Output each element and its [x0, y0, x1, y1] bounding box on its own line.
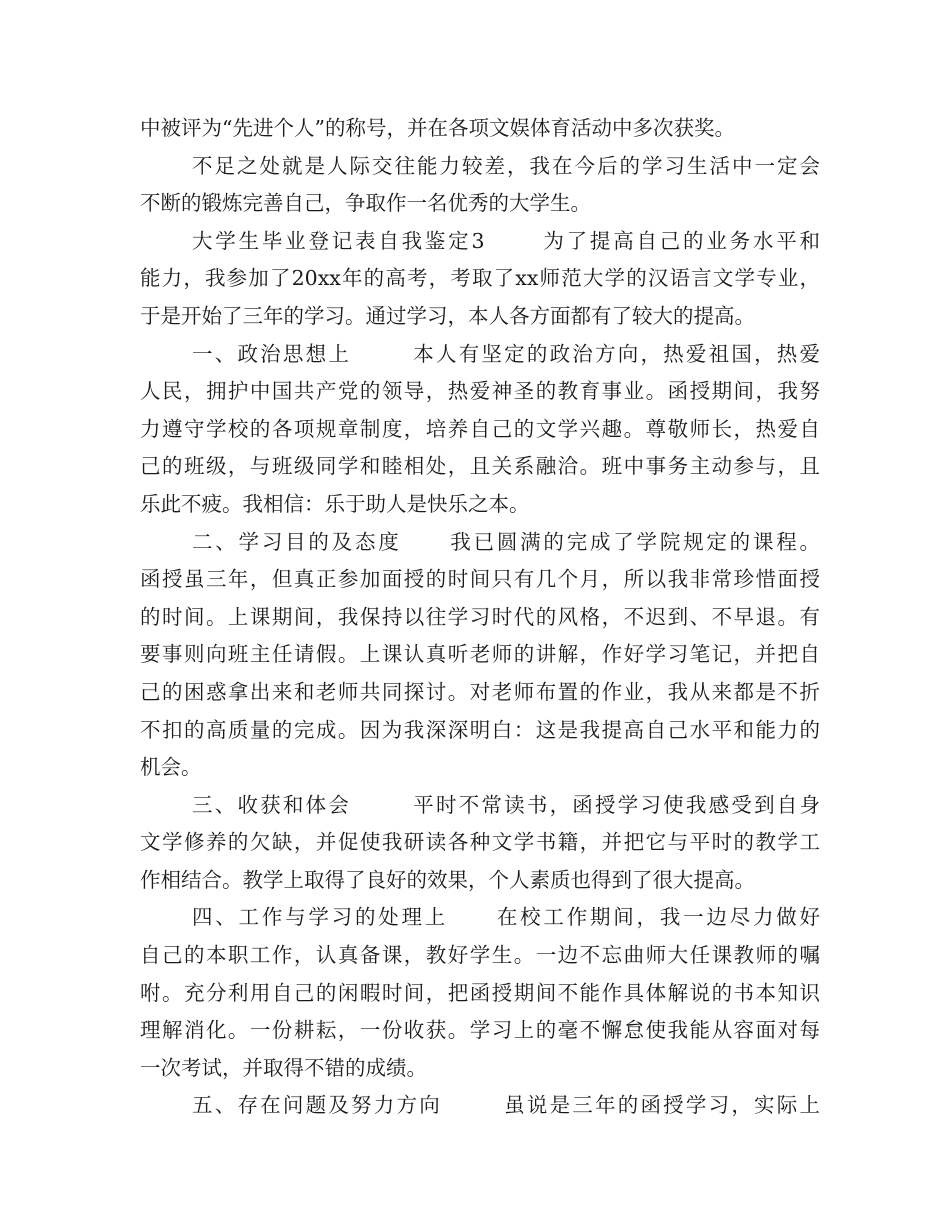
body-line: 咐。充分利用自己的闲暇时间，把函授期间不能作具体解说的书本知识	[140, 980, 820, 1005]
section-title: 五、存在问题及努力方向	[192, 1093, 442, 1118]
section-title: 二、学习目的及态度	[192, 529, 402, 554]
body-line: 理解消化。一份耕耘，一份收获。学习上的毫不懈怠使我能从容面对每	[140, 1018, 820, 1043]
body-line: 己的困惑拿出来和老师共同探讨。对老师布置的作业，我从来都是不折	[140, 679, 820, 704]
body-line: 的时间。上课期间，我保持以往学习时代的风格，不迟到、不早退。有	[140, 604, 820, 629]
section-heading-line	[140, 1087, 820, 1125]
body-line: 机会。	[140, 755, 202, 780]
section-heading-line	[140, 787, 820, 825]
section-title: 四、工作与学习的处理上	[192, 905, 449, 930]
body-line: 要事则向班主任请假。上课认真听老师的讲解，作好学习笔记，并把自	[140, 642, 820, 667]
body-line: 于是开始了三年的学习。通过学习，本人各方面都有了较大的提高。	[140, 303, 755, 328]
section-text: 平时不常读书，函授学习使我感受到自身	[411, 792, 820, 817]
body-line: 中被评为“先进个人”的称号，并在各项文娱体育活动中多次获奖。	[140, 116, 735, 140]
section-title: 一、政治思想上	[192, 341, 352, 366]
section-text: 我已圆满的完成了学院规定的课程。	[447, 529, 820, 554]
body-line: 函授虽三年，但真正参加面授的时间只有几个月，所以我非常珍惜面授	[140, 567, 820, 592]
body-line: 文学修养的欠缺，并促使我研读各种文学书籍，并把它与平时的教学工	[140, 830, 820, 855]
body-line: 力遵守学校的各项规章制度，培养自己的文学兴趣。尊敬师长，热爱自	[140, 416, 820, 441]
body-line: 不断的锻炼完善自己，争取作一名优秀的大学生。	[140, 191, 591, 216]
body-line: 不扣的高质量的完成。因为我深深明白：这是我提高自己水平和能力的	[140, 717, 820, 742]
section-text: 本人有坚定的政治方向，热爱祖国，热爱	[411, 341, 820, 366]
body-line: 作相结合。教学上取得了良好的效果，个人素质也得到了很大提高。	[140, 867, 755, 892]
section-text: 虽说是三年的函授学习，实际上	[501, 1093, 820, 1118]
body-line: 能力，我参加了20xx年的高考，考取了xx师范大学的汉语言文学专业，	[140, 266, 820, 291]
body-line: 一次考试，并取得不错的成绩。	[140, 1055, 427, 1080]
body-line: 乐此不疲。我相信：乐于助人是快乐之本。	[140, 491, 530, 516]
section-heading-line	[140, 223, 820, 261]
body-line: 自己的本职工作，认真备课，教好学生。一边不忘曲师大任课教师的嘱	[140, 943, 820, 968]
section-text: 为了提高自己的业务水平和	[540, 228, 820, 253]
section-text: 在校工作期间，我一边尽力做好	[494, 905, 820, 930]
body-line: 人民，拥护中国共产党的领导，热爱神圣的教育事业。函授期间，我努	[140, 379, 820, 404]
document-body	[140, 110, 820, 1125]
paragraph-start-line: 不足之处就是人际交往能力较差，我在今后的学习生活中一定会	[192, 153, 820, 178]
section-heading-line	[140, 524, 820, 562]
section-heading-line	[140, 899, 820, 937]
section-title: 大学生毕业登记表自我鉴定3	[192, 228, 485, 253]
section-heading-line	[140, 336, 820, 374]
body-line: 己的班级，与班级同学和睦相处，且关系融洽。班中事务主动参与，且	[140, 454, 820, 479]
section-title: 三、收获和体会	[192, 792, 352, 817]
